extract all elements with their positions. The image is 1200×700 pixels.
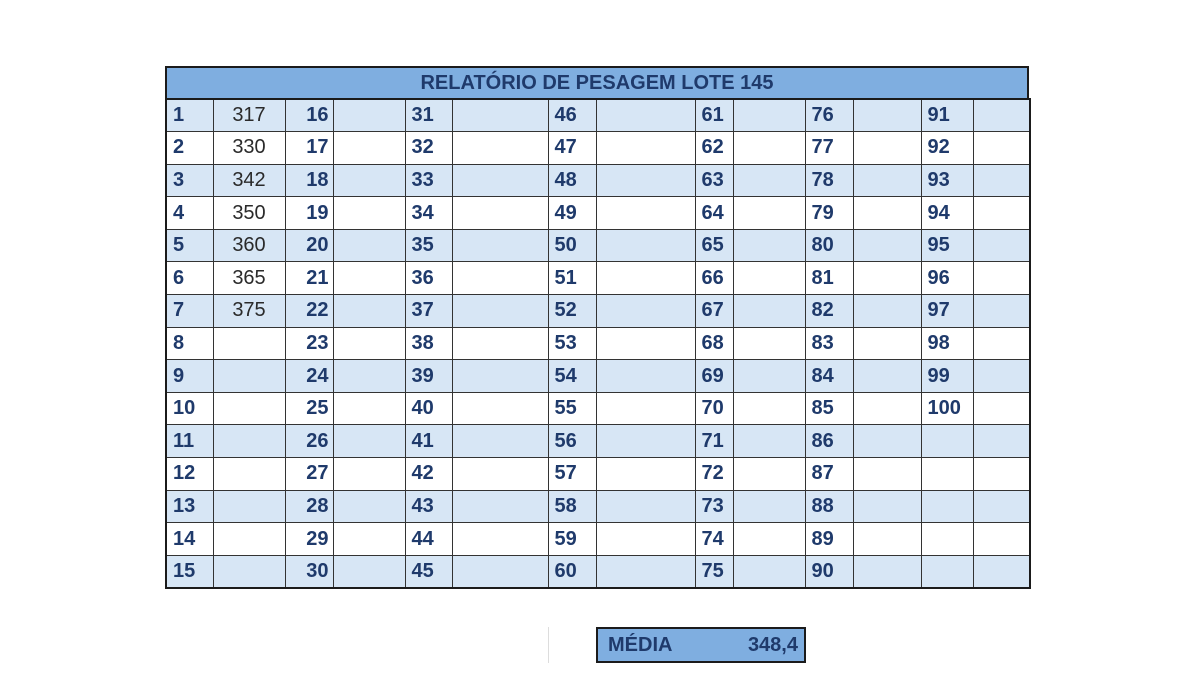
lot-number-cell: 95 [921,229,973,262]
lot-number-cell: 99 [921,360,973,393]
weight-cell[interactable] [452,197,548,230]
lot-number-cell: 68 [695,327,733,360]
weight-cell[interactable] [452,99,548,132]
table-row [166,392,1030,425]
lot-number-cell: 97 [921,295,973,328]
lot-number-cell: 37 [405,295,452,328]
lot-number-cell: 43 [405,490,452,523]
weight-cell[interactable] [853,197,921,230]
lot-number-cell: 86 [805,425,853,458]
lot-number-cell: 58 [548,490,596,523]
weight-cell[interactable] [333,425,405,458]
weight-cell[interactable] [733,523,805,556]
weight-cell[interactable] [333,523,405,556]
lot-number-cell: 93 [921,164,973,197]
weight-cell[interactable] [333,458,405,491]
table-row [166,555,1030,588]
weight-cell[interactable] [853,458,921,491]
weight-cell[interactable]: 330 [213,132,285,165]
lot-number-cell: 70 [695,392,733,425]
lot-number-cell: 18 [285,164,333,197]
lot-number-cell: 6 [166,262,213,295]
lot-number-cell: 34 [405,197,452,230]
weight-cell[interactable] [973,555,1030,588]
lot-number-cell: 5 [166,229,213,262]
lot-number-cell: 9 [166,360,213,393]
lot-number-cell: 33 [405,164,452,197]
lot-number-cell: 47 [548,132,596,165]
lot-number-cell: 12 [166,458,213,491]
weight-cell[interactable] [853,523,921,556]
table-row [166,360,1030,393]
weight-cell[interactable] [733,262,805,295]
lot-number-cell: 45 [405,555,452,588]
lot-number-cell: 59 [548,523,596,556]
weight-cell[interactable] [213,392,285,425]
weight-cell[interactable] [733,425,805,458]
lot-number-cell: 79 [805,197,853,230]
lot-number-cell: 23 [285,327,333,360]
table-row [166,425,1030,458]
weight-cell[interactable] [973,392,1030,425]
table-row [166,99,1030,132]
lot-number-cell: 87 [805,458,853,491]
lot-number-cell: 30 [285,555,333,588]
weight-cell[interactable] [733,327,805,360]
weight-cell[interactable] [452,132,548,165]
weight-cell[interactable] [333,555,405,588]
lot-number-cell: 42 [405,458,452,491]
lot-number-cell: 74 [695,523,733,556]
lot-number-cell: 55 [548,392,596,425]
weight-cell[interactable] [973,99,1030,132]
weight-cell[interactable] [333,197,405,230]
weight-cell[interactable] [452,327,548,360]
weight-cell[interactable] [853,555,921,588]
lot-number-cell: 91 [921,99,973,132]
weight-cell[interactable] [733,490,805,523]
weight-cell[interactable] [973,262,1030,295]
lot-number-cell: 26 [285,425,333,458]
weight-cell[interactable]: 375 [213,295,285,328]
lot-number-cell: 84 [805,360,853,393]
lot-number-cell: 53 [548,327,596,360]
report-title: RELATÓRIO DE PESAGEM LOTE 145 [165,66,1029,100]
table-row [166,132,1030,165]
lot-number-cell: 82 [805,295,853,328]
table-row [166,327,1030,360]
weight-cell[interactable] [452,555,548,588]
weight-cell[interactable] [452,295,548,328]
weight-cell[interactable] [733,555,805,588]
weight-cell[interactable] [452,458,548,491]
weight-cell[interactable] [853,295,921,328]
lot-number-cell: 10 [166,392,213,425]
weight-cell[interactable] [973,360,1030,393]
lot-number-cell: 11 [166,425,213,458]
average-box [596,627,806,663]
weight-cell[interactable] [973,197,1030,230]
weight-cell[interactable] [733,229,805,262]
weight-cell[interactable] [213,360,285,393]
lot-number-cell: 49 [548,197,596,230]
weight-cell[interactable] [596,392,695,425]
lot-number-cell: 88 [805,490,853,523]
lot-number-cell: 98 [921,327,973,360]
weight-cell[interactable] [853,327,921,360]
weight-cell[interactable] [733,132,805,165]
lot-number-cell: 51 [548,262,596,295]
lot-number-cell: 29 [285,523,333,556]
lot-number-cell [921,425,973,458]
weight-cell[interactable]: 365 [213,262,285,295]
lot-number-cell: 77 [805,132,853,165]
weight-cell[interactable] [853,262,921,295]
lot-number-cell: 52 [548,295,596,328]
lot-number-cell: 14 [166,523,213,556]
lot-number-cell: 22 [285,295,333,328]
lot-number-cell: 40 [405,392,452,425]
lot-number-cell: 25 [285,392,333,425]
weight-cell[interactable] [853,392,921,425]
weighing-report [165,66,1029,589]
lot-number-cell: 60 [548,555,596,588]
weight-cell[interactable] [213,555,285,588]
weight-cell[interactable]: 360 [213,229,285,262]
weight-cell[interactable] [452,164,548,197]
lot-number-cell: 72 [695,458,733,491]
weight-cell[interactable] [333,490,405,523]
weight-cell[interactable] [973,132,1030,165]
weight-cell[interactable] [213,523,285,556]
weight-cell[interactable] [853,490,921,523]
lot-number-cell: 28 [285,490,333,523]
lot-number-cell: 15 [166,555,213,588]
weight-cell[interactable] [973,490,1030,523]
weight-cell[interactable] [452,425,548,458]
weight-cell[interactable] [973,523,1030,556]
weight-cell[interactable] [596,360,695,393]
lot-number-cell: 85 [805,392,853,425]
weight-cell[interactable] [333,99,405,132]
lot-number-cell: 8 [166,327,213,360]
table-row [166,523,1030,556]
table-row [166,229,1030,262]
weight-cell[interactable] [853,99,921,132]
weight-cell[interactable] [333,132,405,165]
weight-cell[interactable] [213,490,285,523]
lot-number-cell: 63 [695,164,733,197]
table-row [166,295,1030,328]
lot-number-cell: 38 [405,327,452,360]
weight-cell[interactable] [452,490,548,523]
lot-number-cell [921,523,973,556]
weight-cell[interactable] [596,555,695,588]
lot-number-cell: 44 [405,523,452,556]
weight-cell[interactable] [733,458,805,491]
table-row [166,197,1030,230]
lot-number-cell: 78 [805,164,853,197]
lot-number-cell: 54 [548,360,596,393]
lot-number-cell: 94 [921,197,973,230]
lot-number-cell: 48 [548,164,596,197]
weight-cell[interactable] [333,295,405,328]
weight-cell[interactable]: 350 [213,197,285,230]
weight-cell[interactable] [333,327,405,360]
lot-number-cell: 81 [805,262,853,295]
weight-cell[interactable] [973,164,1030,197]
average-label: MÉDIA [608,633,673,656]
weight-cell[interactable] [596,295,695,328]
lot-number-cell: 56 [548,425,596,458]
weight-cell[interactable] [452,229,548,262]
lot-number-cell: 4 [166,197,213,230]
lot-number-cell: 96 [921,262,973,295]
lot-number-cell: 75 [695,555,733,588]
lot-number-cell: 71 [695,425,733,458]
lot-number-cell: 16 [285,99,333,132]
lot-number-cell: 92 [921,132,973,165]
weight-cell[interactable] [213,425,285,458]
column-divider [548,627,549,663]
lot-number-cell: 36 [405,262,452,295]
weight-cell[interactable] [596,458,695,491]
lot-number-cell: 73 [695,490,733,523]
lot-number-cell [921,490,973,523]
lot-number-cell: 46 [548,99,596,132]
lot-number-cell: 21 [285,262,333,295]
lot-number-cell: 57 [548,458,596,491]
weight-cell[interactable] [596,523,695,556]
lot-number-cell: 3 [166,164,213,197]
lot-number-cell: 13 [166,490,213,523]
weight-cell[interactable] [596,327,695,360]
lot-number-cell: 2 [166,132,213,165]
lot-number-cell: 35 [405,229,452,262]
lot-number-cell: 31 [405,99,452,132]
lot-number-cell [921,458,973,491]
lot-number-cell: 62 [695,132,733,165]
lot-number-cell: 20 [285,229,333,262]
table-row [166,490,1030,523]
weight-cell[interactable] [853,425,921,458]
weight-cell[interactable] [973,229,1030,262]
table-row [166,262,1030,295]
weight-cell[interactable] [733,360,805,393]
weight-cell[interactable] [596,197,695,230]
weight-cell[interactable] [452,262,548,295]
average-value: 348,4 [747,633,798,656]
weight-cell[interactable] [973,295,1030,328]
lot-number-cell: 66 [695,262,733,295]
lot-number-cell: 1 [166,99,213,132]
lot-number-cell: 90 [805,555,853,588]
lot-number-cell: 61 [695,99,733,132]
weight-cell[interactable] [733,392,805,425]
lot-number-cell: 19 [285,197,333,230]
weight-cell[interactable] [596,262,695,295]
weight-cell[interactable] [853,229,921,262]
weight-cell[interactable] [213,458,285,491]
lot-number-cell: 83 [805,327,853,360]
lot-number-cell: 64 [695,197,733,230]
weight-cell[interactable] [596,229,695,262]
table-row [166,164,1030,197]
weight-cell[interactable] [596,132,695,165]
lot-number-cell: 76 [805,99,853,132]
lot-number-cell: 32 [405,132,452,165]
lot-number-cell: 24 [285,360,333,393]
lot-number-cell: 67 [695,295,733,328]
lot-number-cell: 89 [805,523,853,556]
weights-table [165,98,1031,589]
table-row [166,458,1030,491]
lot-number-cell [921,555,973,588]
lot-number-cell: 65 [695,229,733,262]
weight-cell[interactable] [733,295,805,328]
weight-cell[interactable] [973,327,1030,360]
weight-cell[interactable] [333,262,405,295]
weight-cell[interactable] [333,164,405,197]
weight-cell[interactable]: 317 [213,99,285,132]
weight-cell[interactable] [213,327,285,360]
weight-cell[interactable] [452,360,548,393]
lot-number-cell: 50 [548,229,596,262]
lot-number-cell: 69 [695,360,733,393]
lot-number-cell: 39 [405,360,452,393]
weight-cell[interactable] [596,164,695,197]
weight-cell[interactable] [333,392,405,425]
lot-number-cell: 41 [405,425,452,458]
weight-cell[interactable] [853,132,921,165]
weight-cell[interactable] [733,99,805,132]
weight-cell[interactable] [596,425,695,458]
weight-cell[interactable]: 342 [213,164,285,197]
weight-cell[interactable] [853,164,921,197]
lot-number-cell: 7 [166,295,213,328]
lot-number-cell: 17 [285,132,333,165]
lot-number-cell: 27 [285,458,333,491]
weight-cell[interactable] [733,164,805,197]
weight-cell[interactable] [733,197,805,230]
weight-cell[interactable] [333,229,405,262]
weight-cell[interactable] [333,360,405,393]
weight-cell[interactable] [452,392,548,425]
weight-cell[interactable] [973,425,1030,458]
weight-cell[interactable] [596,99,695,132]
weight-cell[interactable] [853,360,921,393]
weight-cell[interactable] [973,458,1030,491]
weight-cell[interactable] [596,490,695,523]
weight-cell[interactable] [452,523,548,556]
lot-number-cell: 100 [921,392,973,425]
lot-number-cell: 80 [805,229,853,262]
